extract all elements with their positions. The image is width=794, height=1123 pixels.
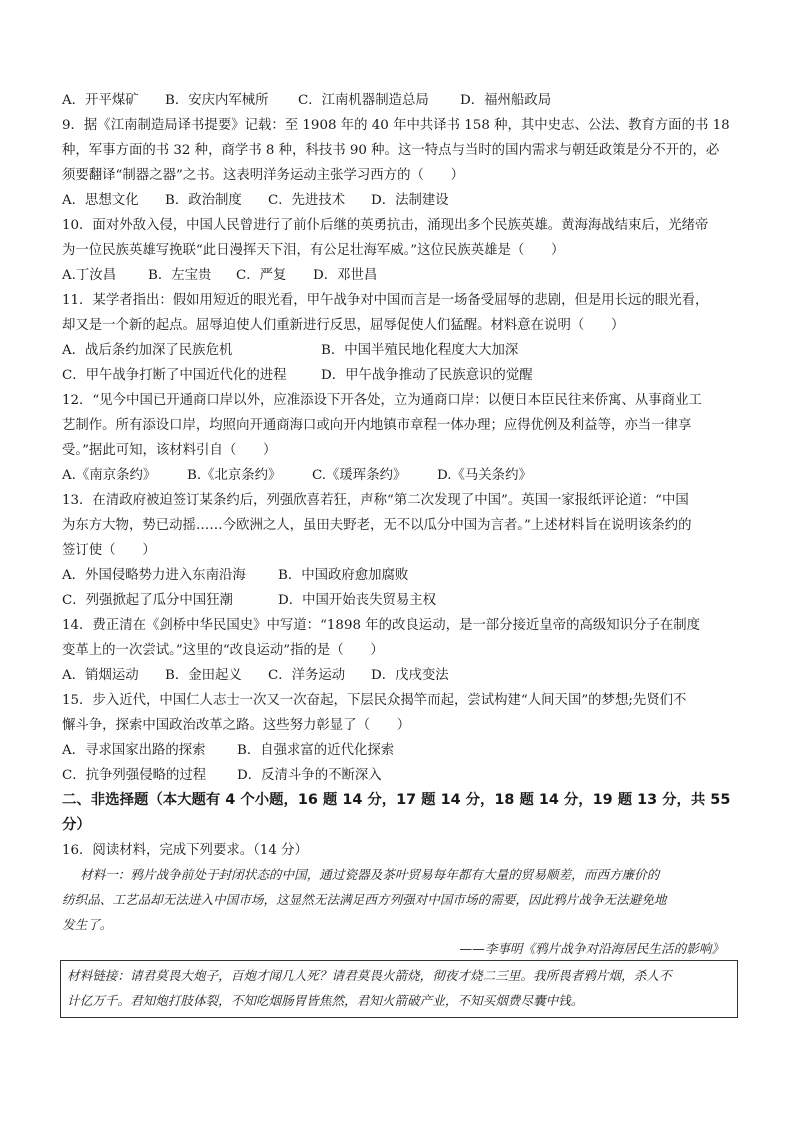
q10-options [62, 263, 762, 288]
q8-option-c: C．江南机器制造总局 [298, 93, 429, 108]
q10-line: 为一位民族英雄写挽联“此日漫挥天下泪，有公足壮海军威。”这位民族英雄是（ ） [62, 243, 565, 258]
material-link-box [60, 960, 738, 1018]
q10-option-b: B．左宝贵 [148, 268, 212, 283]
q14-option-b: B．金田起义 [165, 668, 242, 683]
q13-option-a: A．外国侵略势力进入东南沿海 [62, 568, 246, 583]
q9-option-c: C．先进技术 [268, 193, 346, 208]
q8-options [62, 88, 762, 113]
q12-line: 12．“见今中国已开通商口岸以外，应准添设下开各处，立为通商口岸：以便日本臣民往来侨寓、从事商业工 [62, 393, 702, 408]
q11-options-row1 [62, 338, 762, 363]
q10-line: 10．面对外敌入侵，中国人民曾进行了前仆后继的英勇抗击，涌现出多个民族英雄。黄海海战结束后，光绪帝 [62, 218, 709, 233]
q9-option-d: D．法制建设 [371, 193, 449, 208]
q9-option-b: B．政治制度 [165, 193, 242, 208]
q11-line: 却又是一个新的起点。屈辱迫使人们重新进行反思，屈辱促使人们猛醒。材料意在说明（ ） [62, 318, 625, 333]
q14-option-a: A．销烟运动 [62, 668, 139, 683]
q9-line: 9．据《江南制造局译书提要》记载：至 1908 年的 40 年中共译书 158 种，其中史志、公法、教育方面的书 18 [62, 118, 730, 133]
q15-options-row1 [62, 738, 762, 763]
q14-line: 变革上的一次尝试。”这里的“改良运动”指的是（ ） [62, 643, 384, 658]
q13-option-b: B．中国政府愈加腐败 [278, 568, 409, 583]
section-heading: 分） [62, 817, 91, 833]
q13-line: 为东方大物，势已动摇……今欧洲之人，虽田夫野老，无不以瓜分中国为言者。”上述材料旨在说明该条约的 [62, 518, 692, 533]
q11-option-a: A．战后条约加深了民族危机 [62, 343, 233, 358]
q11-option-c: C．甲午战争打断了中国近代化的进程 [62, 368, 287, 383]
q16-material-line: 发生了。 [62, 917, 113, 932]
q11-option-b: B．中国半殖民地化程度大大加深 [321, 343, 519, 358]
q13-option-d: D．中国开始丧失贸易主权 [278, 593, 437, 608]
q14-line: 14．费正清在《剑桥中华民国史》中写道：“1898 年的改良运动，是一部分接近皇帝的高级知识分子在制度 [62, 618, 701, 633]
q8-option-d: D．福州船政局 [460, 93, 552, 108]
q14-option-d: D．戊戌变法 [371, 668, 449, 683]
q15-line: 15．步入近代，中国仁人志士一次又一次奋起，下层民众揭竿而起，尝试构建“人间天国”的梦想;先贤们不 [62, 693, 687, 708]
q12-option-c: C.《瑗珲条约》 [312, 468, 407, 483]
q14-option-c: C．洋务运动 [268, 668, 346, 683]
q12-option-a: A.《南京条约》 [62, 468, 157, 483]
q11-options-row2 [62, 363, 762, 388]
q14-options [62, 663, 762, 688]
q16-source: ——李事明《鸦片战争对沿海居民生活的影响》 [459, 941, 724, 956]
q10-option-d: D．邓世昌 [313, 268, 378, 283]
q9-line: 种，军事方面的书 32 种，商学书 8 种，科技书 90 种。这一特点与当时的国内需求与朝廷政策是分不开的，必 [62, 143, 720, 158]
material-link-line: 计亿万千。君知炮打肢体裂，不知吃烟肠胃皆焦然，君知火箭破产业，不知买烟费尽囊中钱。 [67, 993, 584, 1008]
q12-option-d: D.《马关条约》 [437, 468, 532, 483]
q13-line: 签订使（ ） [62, 543, 156, 558]
q8-option-a: A．开平煤矿 [62, 93, 139, 108]
q15-options-row2 [62, 763, 762, 788]
q12-line: 艺制作。所有添设口岸，均照向开通商海口或向开内地镇市章程一体办理；应得优例及利益等，亦当一律享 [62, 418, 692, 433]
q9-options [62, 188, 762, 213]
q13-option-c: C．列强掀起了瓜分中国狂潮 [62, 593, 233, 608]
section-heading: 二、非选择题（本大题有 4 个小题，16 题 14 分，17 题 14 分，18 题 14 分，19 题 13 分，共 55 [62, 792, 731, 808]
q12-line: 受。”据此可知，该材料引自（ ） [62, 443, 277, 458]
q15-option-b: B．自强求富的近代化探索 [237, 743, 395, 758]
q15-option-d: D．反清斗争的不断深入 [237, 768, 382, 783]
q11-option-d: D．甲午战争推动了民族意识的觉醒 [321, 368, 533, 383]
q12-options [62, 463, 762, 488]
q11-line: 11．某学者指出：假如用短近的眼光看，甲午战争对中国而言是一场备受屈辱的悲剧，但是用长远的眼光看， [62, 293, 709, 308]
q16-material-line: 纺织品、工艺品却无法进入中国市场，这显然无法满足西方列强对中国市场的需要，因此鸦片战争无法避免地 [62, 892, 667, 907]
q12-option-b: B.《北京条约》 [187, 468, 282, 483]
q13-line: 13．在清政府被迫签订某条约后，列强欣喜若狂，声称“第二次发现了中国”。英国一家报纸评论道：“中国 [62, 493, 689, 508]
q9-line: 须要翻译“制器之器”之书。这表明洋务运动主张学习西方的（ ） [62, 168, 465, 183]
q10-option-a: A.丁汝昌 [62, 268, 117, 283]
q15-option-c: C．抗争列强侵略的过程 [62, 768, 207, 783]
q16-prompt: 16．阅读材料，完成下列要求。（14 分） [62, 843, 308, 858]
material-link-line: 材料链接：请君莫畏大炮子，百炮才闻几人死？请君莫畏火箭烧，彻夜才烧二三里。我所畏者鸦片烟，杀人不 [67, 968, 672, 983]
q9-option-a: A．思想文化 [62, 193, 139, 208]
q13-options-row1 [62, 563, 762, 588]
q16-material-line: 材料一：鸦片战争前处于封闭状态的中国，通过瓷器及茶叶贸易每年都有大量的贸易顺差，而西方廉价的 [80, 867, 660, 882]
q10-option-c: C．严复 [236, 268, 287, 283]
q15-option-a: A．寻求国家出路的探索 [62, 743, 206, 758]
q8-option-b: B．安庆内军械所 [165, 93, 269, 108]
q13-options-row2 [62, 588, 762, 613]
q15-line: 懈斗争，探索中国政治改革之路。这些努力彰显了（ ） [62, 718, 411, 733]
